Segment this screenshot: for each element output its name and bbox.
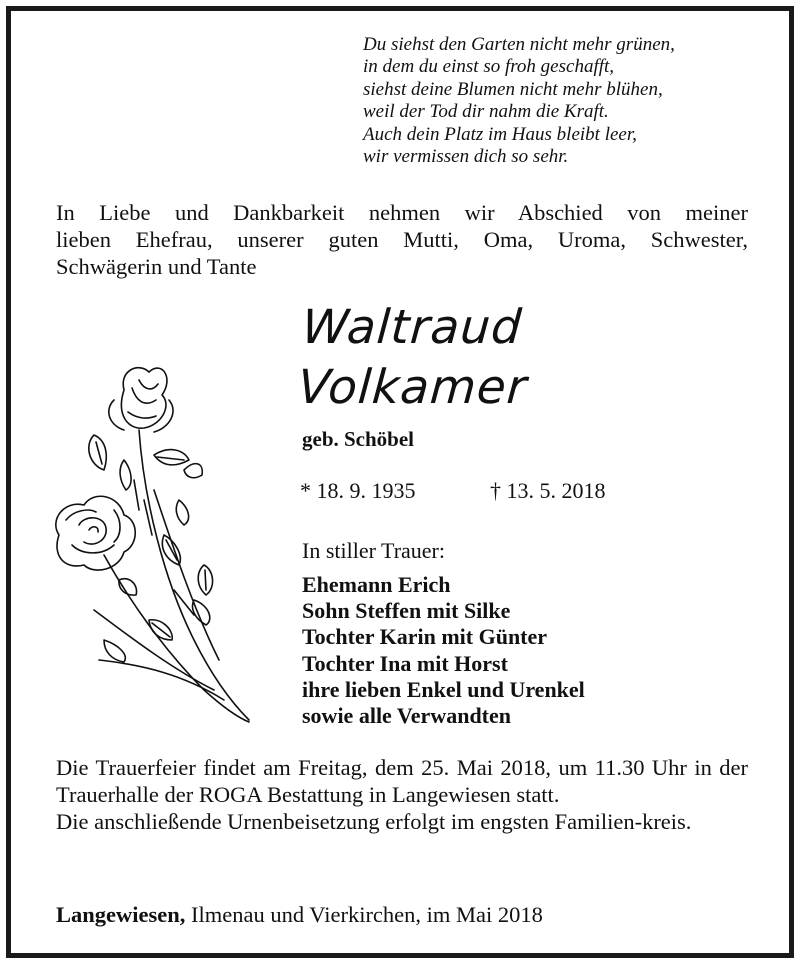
poem-line: Du siehst den Garten nicht mehr grünen,	[363, 34, 675, 55]
intro-line: In Liebe und Dankbarkeit nehmen wir Abschied von meiner	[56, 200, 748, 225]
burial-paragraph: Die anschließende Urnenbeisetzung erfolgt im engsten Familien-kreis.	[56, 809, 692, 834]
last-name: Volkamer	[296, 360, 530, 415]
mourner: ihre lieben Enkel und Urenkel	[302, 676, 585, 702]
birth-date: * 18. 9. 1935	[300, 478, 416, 503]
intro-line: lieben Ehefrau, unserer guten Mutti, Oma, Uroma, Schwester,	[56, 227, 748, 252]
poem-line: siehst deine Blumen nicht mehr blühen,	[363, 78, 663, 100]
poem-line: Auch dein Platz im Haus bleibt leer,	[363, 123, 637, 145]
funeral-info	[56, 754, 748, 835]
closing-rest: Ilmenau und Vierkirchen, im Mai 2018	[185, 902, 543, 927]
poem-line: weil der Tod dir nahm die Kraft.	[363, 101, 609, 123]
mourner: Sohn Steffen mit Silke	[302, 598, 511, 624]
poem	[363, 34, 783, 168]
death-date: † 13. 5. 2018	[490, 478, 606, 503]
birth-name: geb. Schöbel	[302, 427, 415, 451]
deceased-name	[296, 298, 764, 418]
mourner: sowie alle Verwandten	[302, 703, 511, 729]
intro-text	[56, 199, 748, 280]
mourner: Tochter Ina mit Horst	[302, 650, 508, 676]
mourners-list	[302, 572, 585, 729]
funeral-paragraph: Die Trauerfeier findet am Freitag, dem 25. Mai 2018, um 11.30 Uhr in der Trauerhalle der ROGA Bestattung in Langewiesen statt.	[56, 755, 748, 807]
first-name: Waltraud	[300, 300, 524, 355]
mourner: Ehemann Erich	[302, 572, 451, 597]
intro-line: Schwägerin und Tante	[56, 254, 257, 279]
closing-line	[56, 902, 543, 928]
mourning-label: In stiller Trauer:	[302, 538, 445, 563]
closing-place: Langewiesen,	[56, 902, 186, 927]
poem-line: in dem du einst so froh geschafft,	[363, 56, 615, 78]
mourner: Tochter Karin mit Günter	[302, 624, 548, 650]
rose-illustration-icon	[44, 360, 264, 730]
poem-line: wir vermissen dich so sehr.	[363, 146, 569, 168]
